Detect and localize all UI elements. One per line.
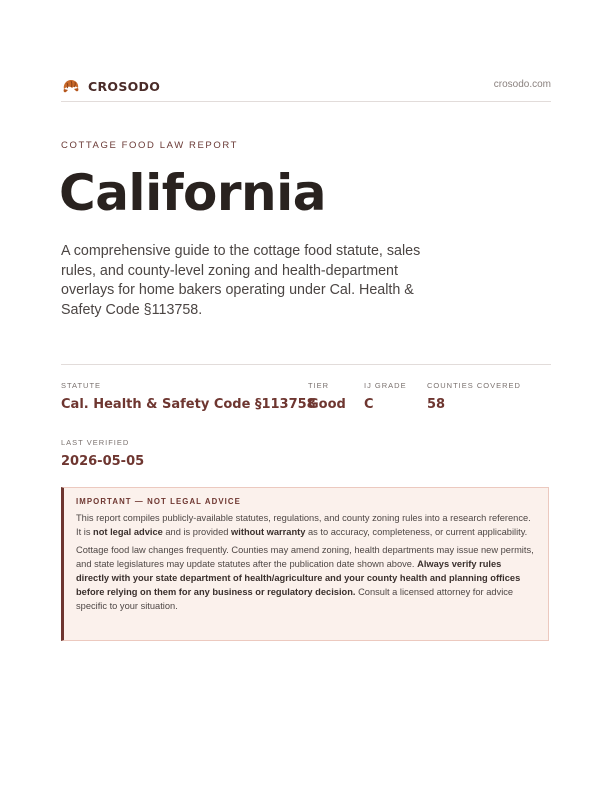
report-description: A comprehensive guide to the cottage food statute, sales rules, and county-level zoning and health-department overlays for home bakers operating under Cal. Health & Safety Code §113758.: [61, 243, 421, 318]
verified-label: LAST VERIFIED: [61, 438, 130, 447]
section-divider: [61, 364, 551, 365]
notice-emphasis: not legal advice: [93, 527, 163, 537]
statute-label: STATUTE: [61, 381, 102, 390]
notice-title: IMPORTANT — NOT LEGAL ADVICE: [76, 497, 241, 506]
notice-text: This report compiles publicly-available statutes, regulations, and county zoning rules into a research reference. It is: [76, 513, 531, 537]
legal-notice: [61, 487, 549, 641]
report-eyebrow: COTTAGE FOOD LAW REPORT: [61, 140, 239, 151]
grade-label: IJ GRADE: [364, 381, 407, 390]
brand-name: CROSODO: [88, 78, 161, 94]
site-header: [61, 76, 551, 96]
notice-text: Cottage food law changes frequently. Counties may amend zoning, health departments may issue new permits, and state legislatures may update statutes after the publication date shown above.: [76, 545, 534, 569]
notice-emphasis: Always verify rules directly with your state department of health/agriculture and your county health and planning offices before relying on them for any business or regulatory decision.: [76, 559, 521, 597]
brand[interactable]: [61, 76, 160, 96]
tier-value: Good: [308, 397, 346, 412]
notice-paragraph: [76, 511, 536, 539]
counties-value: 58: [427, 397, 446, 412]
croissant-icon: [61, 76, 81, 96]
counties-label: COUNTIES COVERED: [427, 381, 521, 390]
tier-label: TIER: [308, 381, 330, 390]
site-url[interactable]: crosodo.com: [493, 79, 551, 90]
grade-value: C: [364, 397, 374, 412]
notice-emphasis: without warranty: [231, 527, 306, 537]
statute-value: Cal. Health & Safety Code §113758: [61, 397, 316, 412]
header-divider: [61, 101, 551, 102]
notice-text: and is provided: [162, 527, 232, 537]
notice-text: as to accuracy, completeness, or current applicability.: [305, 527, 528, 537]
page-title: California: [59, 164, 326, 222]
notice-text: Consult a licensed attorney for advice specific to your situation.: [76, 587, 514, 611]
verified-value: 2026-05-05: [61, 454, 145, 469]
notice-paragraph: [76, 543, 536, 613]
